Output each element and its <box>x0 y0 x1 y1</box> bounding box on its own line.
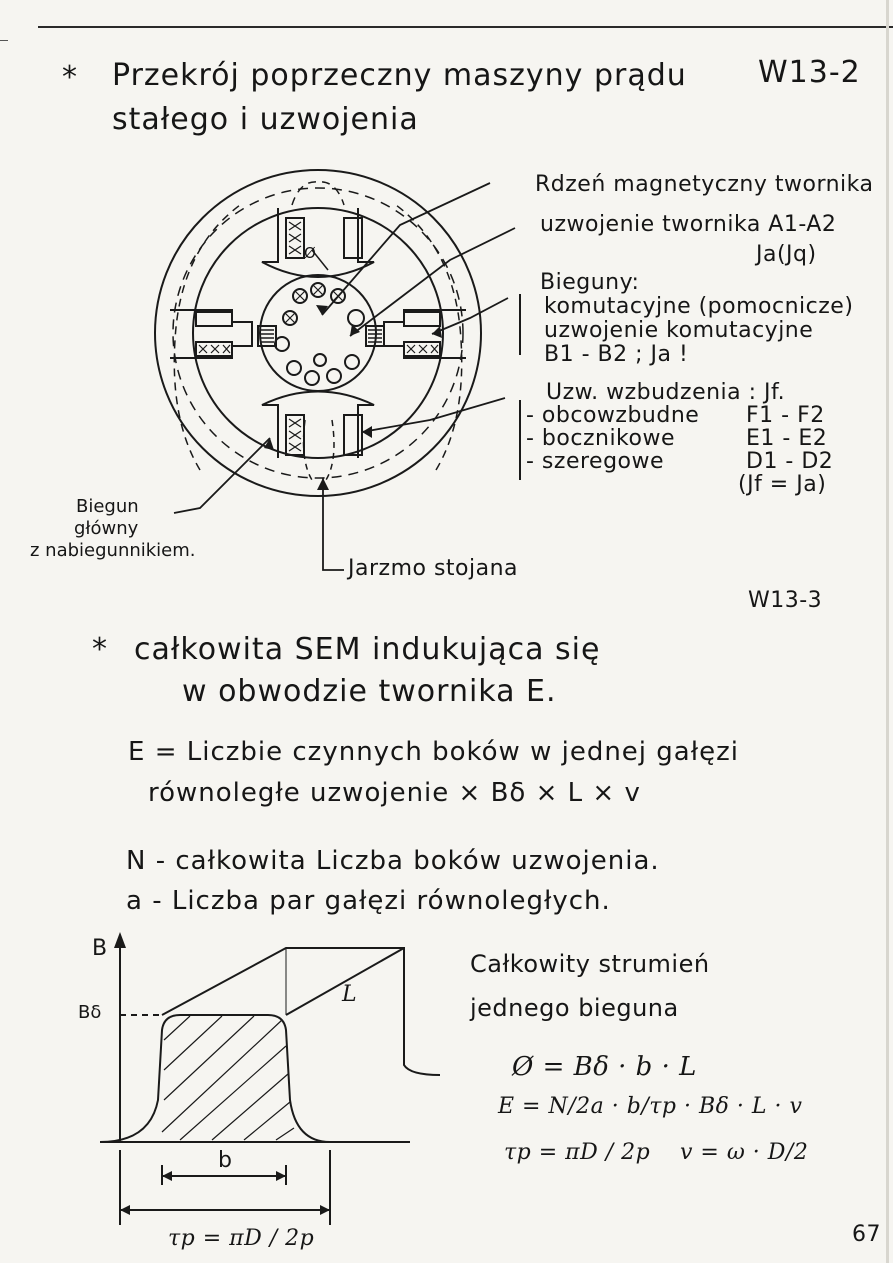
flux-phi-equation: Ø = Bδ · b · L <box>512 1052 697 1082</box>
graph-y-label: B <box>92 936 108 961</box>
label-separate-terminals: F1 - F2 <box>746 403 825 428</box>
graph-l-label: L <box>342 982 358 1007</box>
equation-e-line1: E = Liczbie czynnych boków w jednej gałęzi <box>128 737 739 767</box>
label-commutating-terminals: B1 - B2 ; Ja ! <box>544 342 689 367</box>
label-series-terminals: D1 - D2 <box>746 449 834 474</box>
graph-b-curve <box>100 1015 330 1142</box>
flux-phi-symbol: Ø <box>304 244 316 262</box>
definition-a: a - Liczba par gałęzi równoległych. <box>126 886 611 916</box>
label-armature-winding: uzwojenie twornika A1-A2 <box>540 212 837 237</box>
section1-star: * <box>62 60 78 95</box>
flux-tau-equation: τp = πD / 2p <box>504 1140 651 1165</box>
label-main-pole-1: Biegun <box>76 496 139 517</box>
equation-e-line2: równoległe uzwojenie × Bδ × L × v <box>148 778 641 808</box>
graph-b-label: b <box>218 1148 233 1173</box>
graph-3d-projection <box>162 948 440 1075</box>
graph-bdelta-label: Bδ <box>78 1002 102 1023</box>
label-main-pole-3: z nabiegunnikiem. <box>30 540 196 561</box>
flux-heading-line1: Całkowity strumień <box>470 950 710 978</box>
label-series-current: (Jf = Ja) <box>738 472 827 497</box>
label-shunt-terminals: E1 - E2 <box>746 426 828 451</box>
section1-title-line1: Przekrój poprzeczny maszyny prądu <box>112 58 687 93</box>
label-separate: - obcowzbudne <box>526 403 700 428</box>
flux-heading-line2: jednego bieguna <box>470 994 679 1022</box>
page-code-w13-3: W13-3 <box>748 588 823 613</box>
label-poles-heading: Bieguny: <box>540 270 640 295</box>
label-commutating-winding: uzwojenie komutacyjne <box>544 318 814 343</box>
flux-e-equation: E = N/2a · b/τp · Bδ · L · v <box>498 1094 803 1119</box>
label-yoke: Jarzmo stojana <box>348 556 519 581</box>
label-excitation-heading: Uzw. wzbudzenia : Jf. <box>546 380 786 405</box>
definition-n: N - całkowita Liczba boków uzwojenia. <box>126 846 660 876</box>
label-armature-current: Ja(Jq) <box>756 242 817 267</box>
section2-title-line2: w obwodzie twornika E. <box>182 674 557 709</box>
label-armature-core: Rdzeń magnetyczny twornika <box>535 172 874 197</box>
label-shunt: - bocznikowe <box>526 426 675 451</box>
page-number: 67 <box>852 1222 881 1247</box>
flux-v-equation: v = ω · D/2 <box>680 1140 809 1165</box>
page-code-w13-2: W13-2 <box>758 55 861 90</box>
graph-hatching <box>162 1016 294 1140</box>
section2-star: * <box>92 632 108 667</box>
section2-title-line1: całkowita SEM indukująca się <box>134 632 601 667</box>
label-series: - szeregowe <box>526 449 665 474</box>
section1-title-line2: stałego i uzwojenia <box>112 102 419 137</box>
graph-tau-label: τp = πD / 2p <box>168 1226 315 1251</box>
label-commutating: komutacyjne (pomocnicze) <box>544 294 854 319</box>
label-main-pole-2: główny <box>74 518 139 539</box>
